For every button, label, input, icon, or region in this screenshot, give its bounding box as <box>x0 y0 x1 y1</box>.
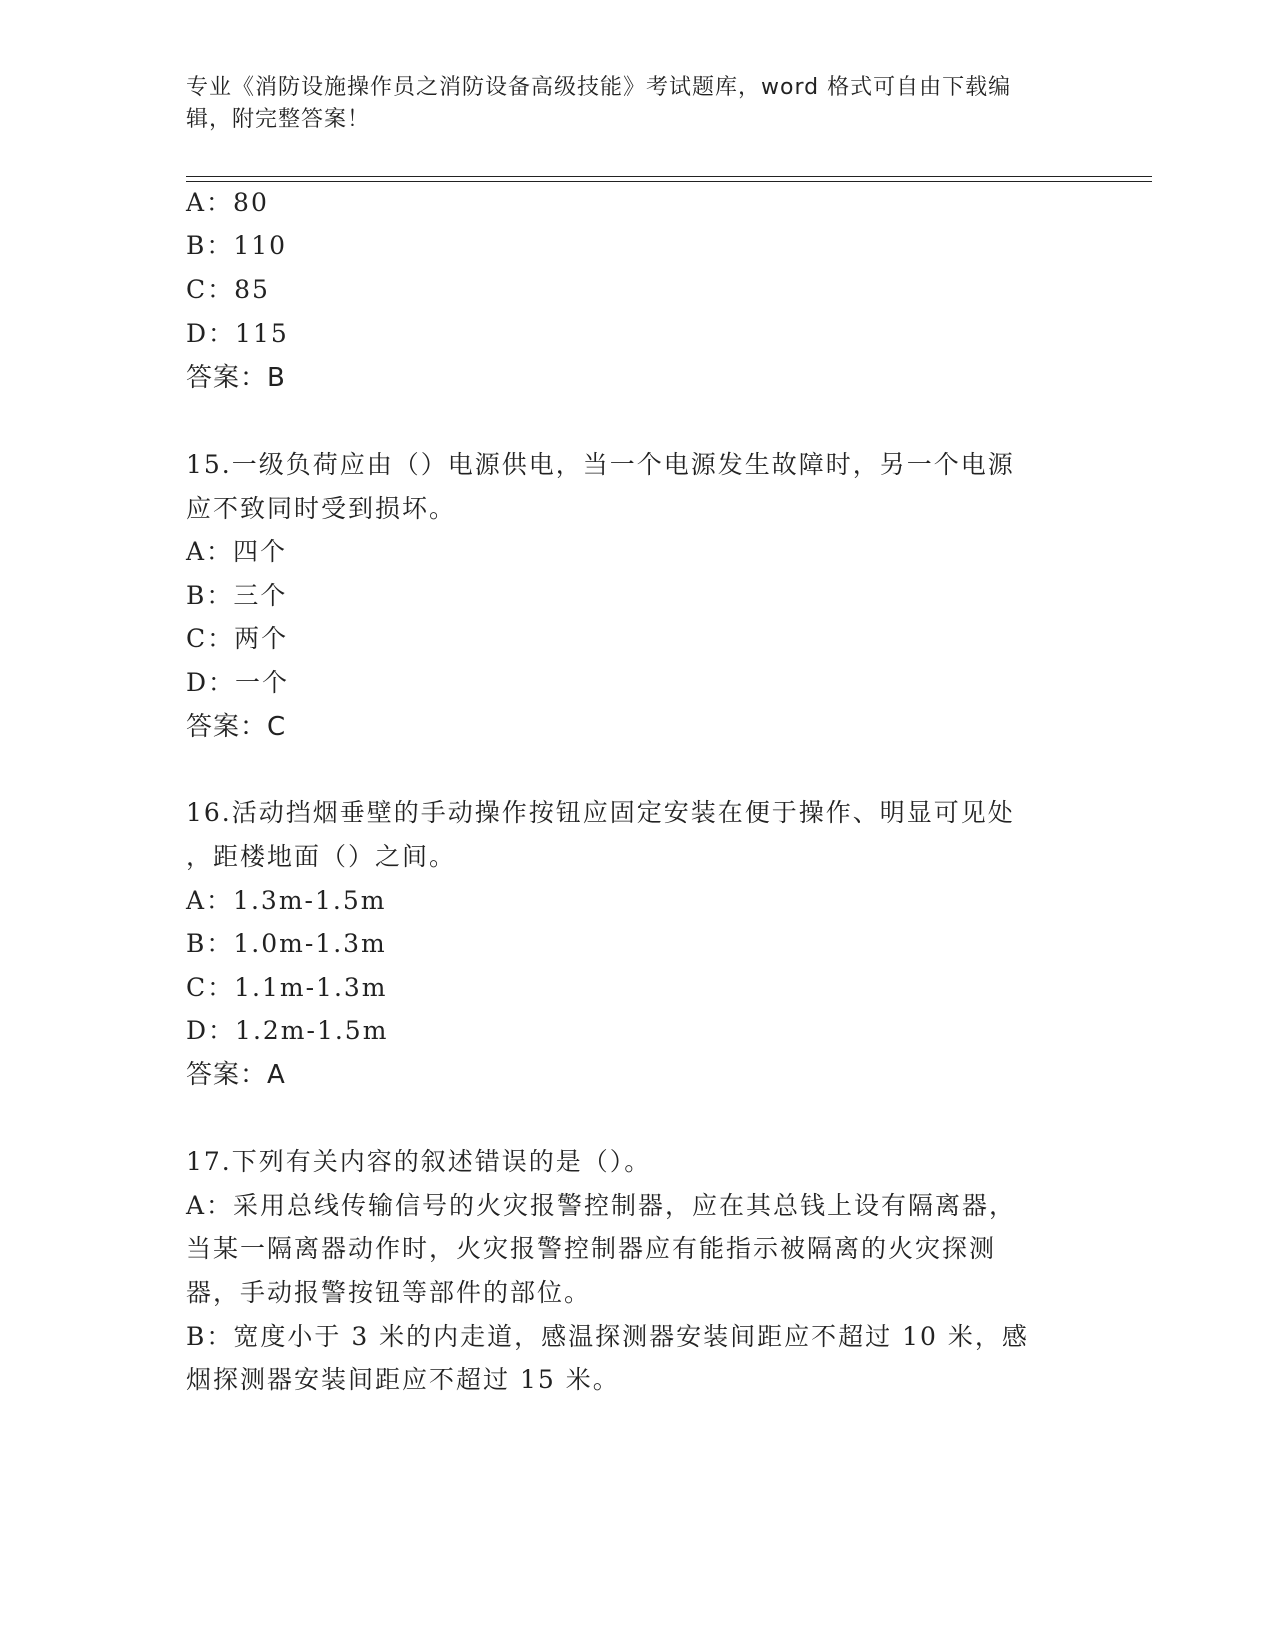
q17-stem-line-1: 17.下列有关内容的叙述错误的是（）。 <box>186 1147 652 1176</box>
q16-stem-line-1: 16.活动挡烟垂壁的手动操作按钮应固定安装在便于操作、明显可见处 <box>186 798 1015 827</box>
header-line-1: 专业《消防设施操作员之消防设备高级技能》考试题库，word 格式可自由下载编 <box>186 75 1012 100</box>
q16-option-a: A：1.3m-1.5m <box>186 886 387 915</box>
q14-answer: 答案：B <box>186 363 286 393</box>
q15-stem-line-1: 15.一级负荷应由（）电源供电，当一个电源发生故障时，另一个电源 <box>186 450 1015 479</box>
q16-stem-line-2: ，距楼地面（）之间。 <box>186 842 457 871</box>
q15-answer: 答案：C <box>186 712 287 742</box>
q15-stem-line-2: 应不致同时受到损坏。 <box>186 494 457 523</box>
q14-option-b: B：110 <box>186 231 288 260</box>
document-header <box>186 72 1066 136</box>
q16-option-b: B：1.0m-1.3m <box>186 929 387 958</box>
q17-option-a-line-2: 当某一隔离器动作时，火灾报警控制器应有能指示被隔离的火灾探测 <box>186 1234 997 1263</box>
header-line-2: 辑，附完整答案！ <box>186 107 371 132</box>
q15-option-a: A：四个 <box>186 537 288 566</box>
q14-option-a: A：80 <box>186 188 269 217</box>
q15-option-d: D：一个 <box>186 668 290 697</box>
q15-option-b: B：三个 <box>186 581 288 610</box>
q14-option-d: D：115 <box>186 319 289 348</box>
header-divider-bottom <box>186 181 1152 182</box>
q15-option-c: C：两个 <box>186 624 289 653</box>
q14-option-c: C：85 <box>186 275 270 304</box>
q17-option-b-line-1: B：宽度小于 3 米的内走道，感温探测器安装间距应不超过 10 米，感 <box>186 1322 1029 1351</box>
header-divider-top <box>186 176 1152 177</box>
q17-option-a-line-1: A：采用总线传输信号的火灾报警控制器，应在其总钱上设有隔离器， <box>186 1191 1017 1220</box>
q16-option-c: C：1.1m-1.3m <box>186 973 388 1002</box>
q16-option-d: D：1.2m-1.5m <box>186 1016 389 1045</box>
q16-answer: 答案：A <box>186 1060 286 1090</box>
q17-option-a-line-3: 器，手动报警按钮等部件的部位。 <box>186 1278 592 1307</box>
q17-option-b-line-2: 烟探测器安装间距应不超过 15 米。 <box>186 1365 620 1394</box>
